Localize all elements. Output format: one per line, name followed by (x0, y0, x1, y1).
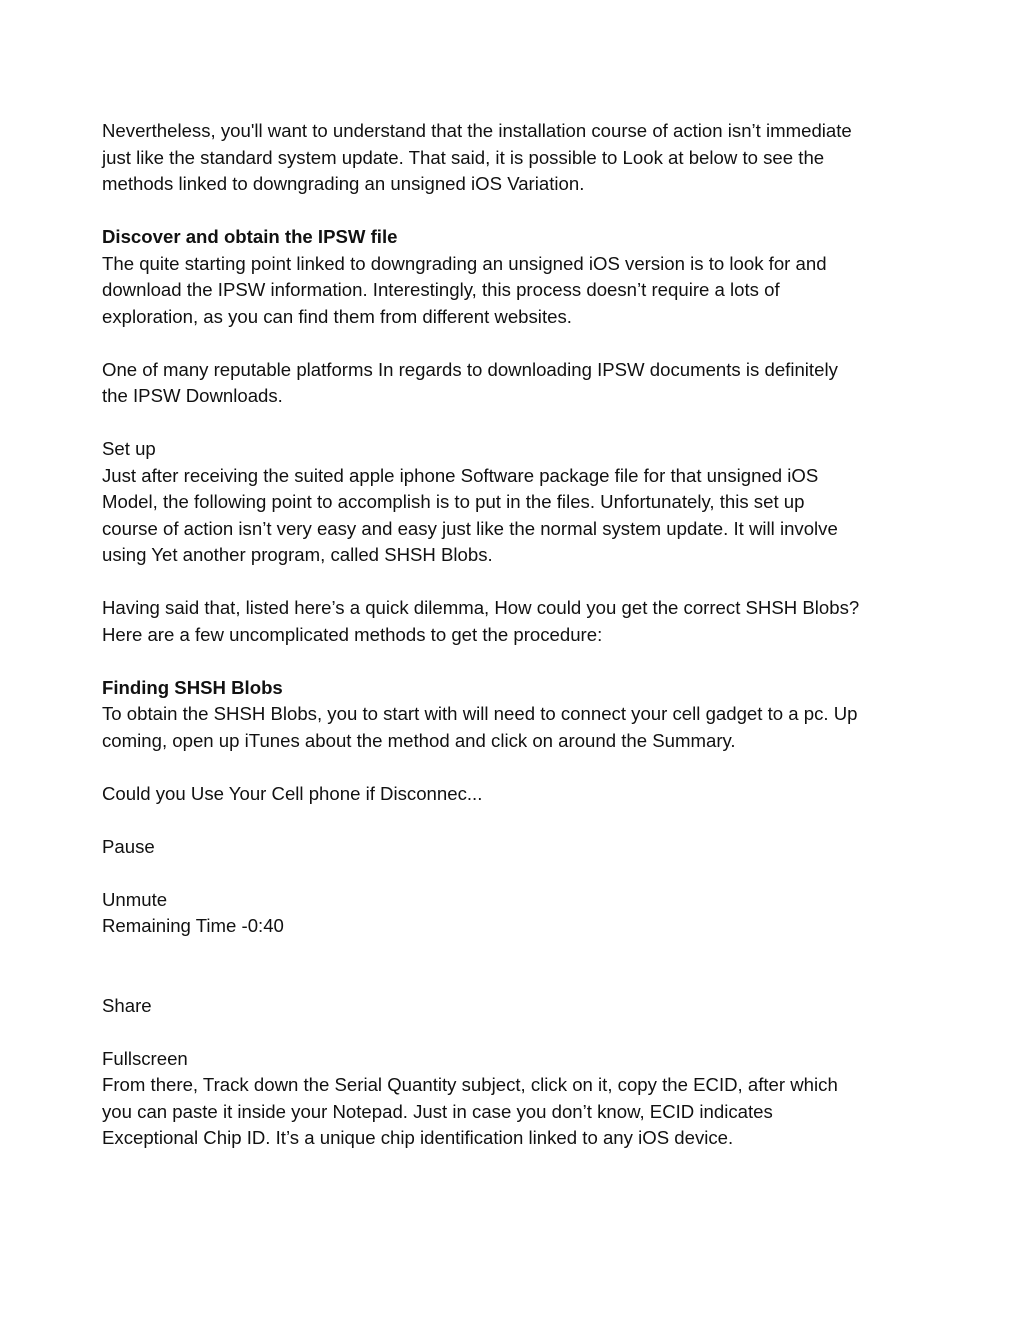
text-line: using Yet another program, called SHSH Blobs. (102, 544, 493, 565)
paragraph-platforms (102, 357, 942, 410)
text-line: Here are a few uncomplicated methods to get the procedure: (102, 623, 603, 645)
paragraph-ecid (102, 1072, 942, 1152)
video-title-text: Could you Use Your Cell phone if Disconnec... (102, 782, 483, 804)
pause-text: Pause (102, 835, 155, 857)
text-line: Nevertheless, you'll want to understand that the installation course of action isn’t immediate (102, 120, 852, 141)
document-page (102, 118, 942, 1152)
paragraph-dilemma (102, 595, 942, 648)
heading-finding-shsh: Finding SHSH Blobs (102, 676, 283, 698)
text-line: you can paste it inside your Notepad. Just in case you don’t know, ECID indicates (102, 1100, 773, 1122)
paragraph-intro (102, 118, 942, 198)
text-line: methods linked to downgrading an unsigned iOS Variation. (102, 173, 585, 194)
text-line: the IPSW Downloads. (102, 385, 283, 406)
remaining-time-text: Remaining Time -0:40 (102, 915, 284, 936)
paragraph-shsh (102, 701, 942, 754)
heading-discover-ipsw: Discover and obtain the IPSW file (102, 226, 398, 247)
text-line: Model, the following point to accomplish is to put in the files. Unfortunately, this set up (102, 491, 805, 512)
paragraph-ipsw (102, 251, 942, 331)
text-line: just like the standard system update. That said, it is possible to Look at below to see the (102, 146, 825, 168)
paragraph-set-up (102, 463, 942, 569)
text-line: coming, open up iTunes about the method and click on around the Summary. (102, 729, 736, 751)
text-line: From there, Track down the Serial Quantity subject, click on it, copy the ECID, after which (102, 1074, 838, 1095)
text-line: Just after receiving the suited apple iphone Software package file for that unsigned iOS (102, 464, 819, 486)
fullscreen-text: Fullscreen (102, 1047, 188, 1069)
text-line: The quite starting point linked to downgrading an unsigned iOS version is to look for and (102, 252, 827, 274)
text-line: Having said that, listed here’s a quick dilemma, How could you get the correct SHSH Blobs? (102, 597, 860, 618)
heading-set-up: Set up (102, 438, 156, 459)
share-text: Share (102, 994, 152, 1016)
text-line: One of many reputable platforms In regards to downloading IPSW documents is definitely (102, 358, 838, 380)
text-line: download the IPSW information. Interestingly, this process doesn’t require a lots of (102, 279, 780, 300)
text-line: exploration, as you can find them from different websites. (102, 305, 572, 327)
unmute-text: Unmute (102, 888, 168, 910)
text-line: To obtain the SHSH Blobs, you to start with will need to connect your cell gadget to a pc. Up (102, 703, 858, 724)
text-line: Exceptional Chip ID. It’s a unique chip identification linked to any iOS device. (102, 1127, 734, 1148)
text-line: course of action isn’t very easy and easy just like the normal system update. It will involve (102, 517, 838, 539)
